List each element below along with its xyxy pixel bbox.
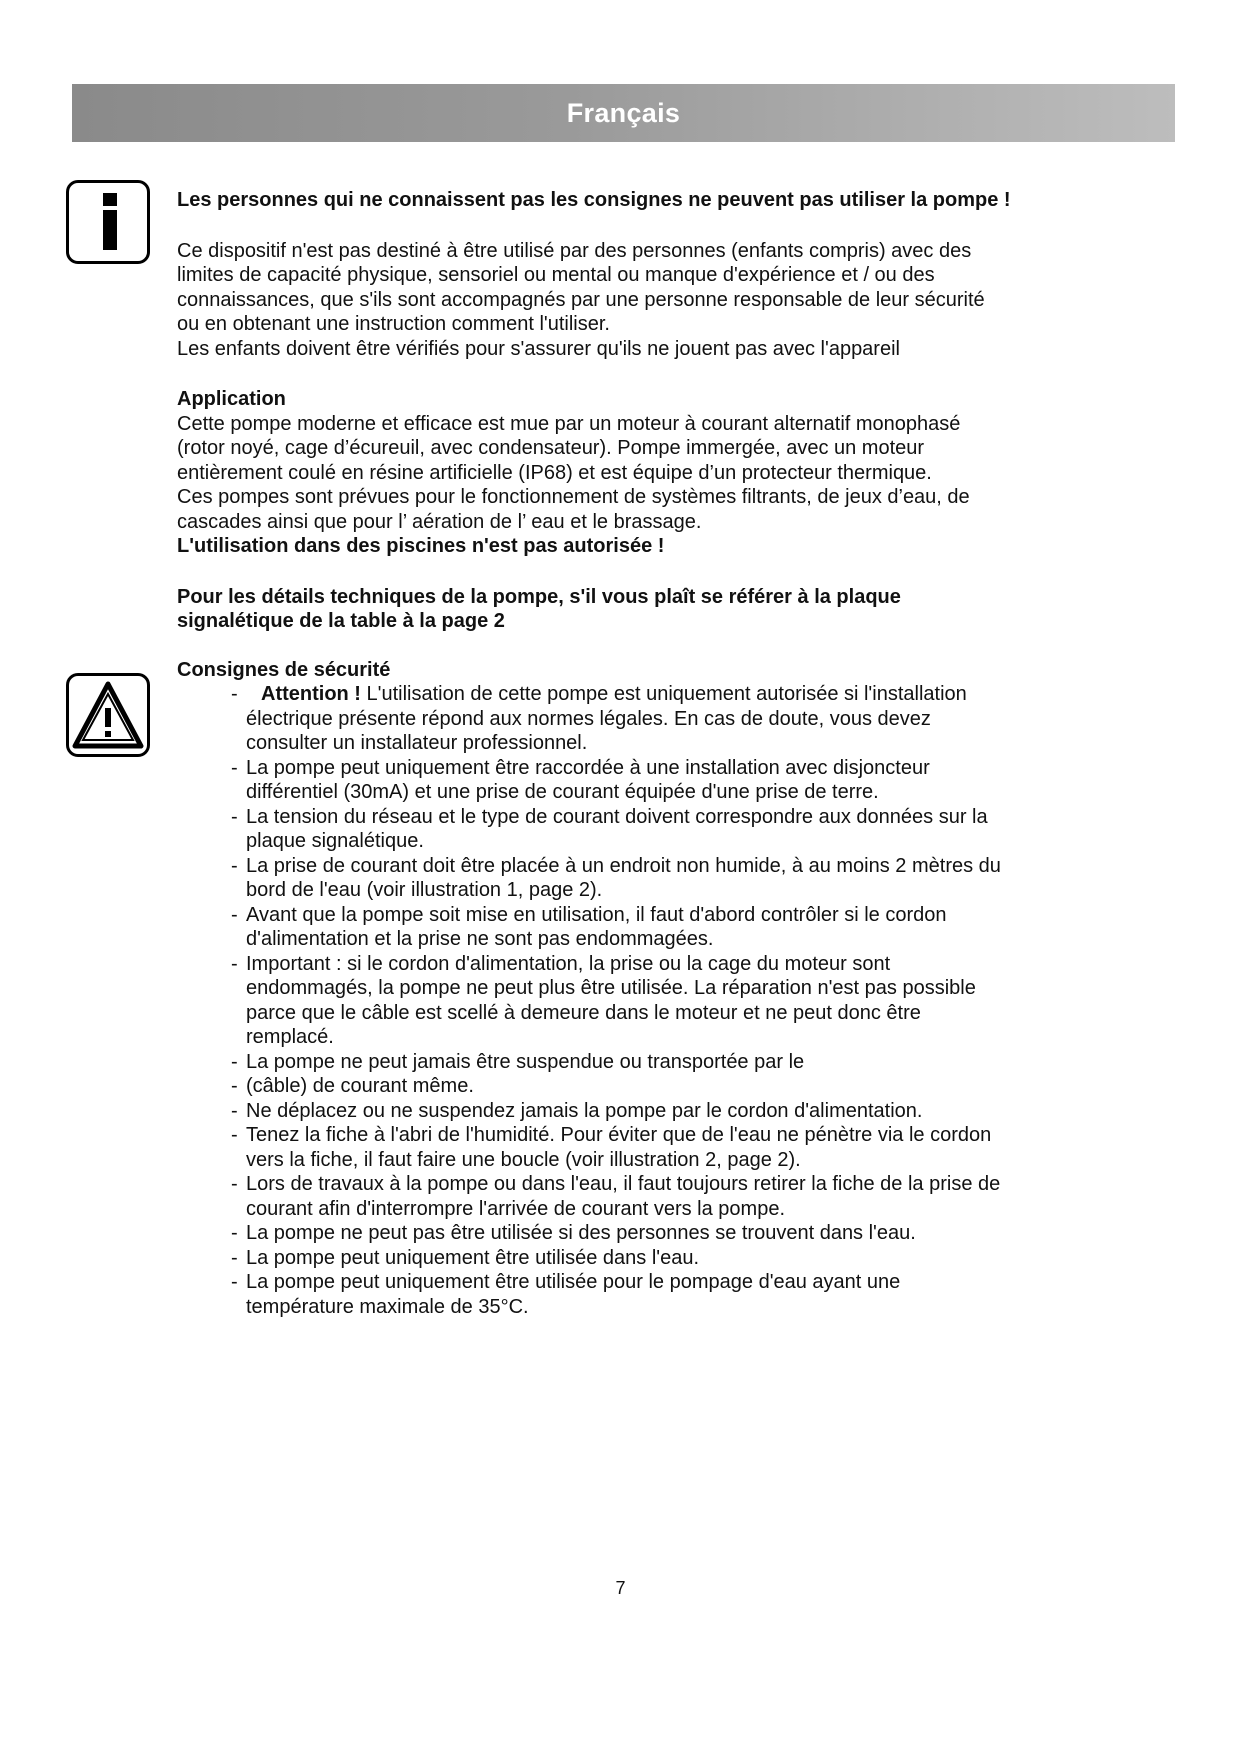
pool-warning: L'utilisation dans des piscines n'est pas autorisée ! [177,535,665,557]
info-icon [66,180,150,264]
technical-note: Pour les détails techniques de la pompe, s'il vous plaît se référer à la plaque signalétique de la table à la page 2 [177,585,901,632]
application-heading: Application [177,388,286,410]
safety-item: - Ne déplacez ou ne suspendez jamais la pompe par le cordon d'alimentation. [231,1099,923,1122]
safety-item: - La pompe peut uniquement être raccordée à une installation avec disjoncteur différentiel (30mA) et une prise de courant équipée d'une prise de terre. [231,756,930,803]
safety-item: - Important : si le cordon d'alimentation, la prise ou la cage du moteur sont endommagés, la pompe ne peut plus être utilisée. La réparation n'est pas possible parce que le câble est scellé à demeure dans le moteur et ne peut donc être remplacé. [231,952,976,1048]
page-number: 7 [615,1578,626,1598]
safety-item: - La prise de courant doit être placée à un endroit non humide, à au moins 2 mètres du bord de l'eau (voir illustration 1, page 2). [231,854,1001,901]
safety-item: - Tenez la fiche à l'abri de l'humidité. Pour éviter que de l'eau ne pénètre via le cordon vers la fiche, il faut faire une boucle (voir illustration 2, page 2). [231,1124,992,1171]
safety-item: - La pompe ne peut pas être utilisée si des personnes se trouvent dans l'eau. [231,1222,916,1244]
safety-item: - La pompe ne peut jamais être suspendue ou transportée par le [231,1050,805,1073]
safety-item: - Avant que la pompe soit mise en utilisation, il faut d'abord contrôler si le cordon d'alimentation et la prise ne sont pas endommagées. [231,903,947,950]
safety-item: - (câble) de courant même. [231,1075,474,1097]
safety-heading: Consignes de sécurité [177,658,391,681]
language-title: Français [566,97,681,128]
intro-warning-title: Les personnes qui ne connaissent pas les consignes ne peuvent pas utiliser la pompe ! [177,189,1011,211]
safety-item: - La tension du réseau et le type de courant doivent correspondre aux données sur la plaque signalétique. [231,805,988,852]
intro-paragraph: Ce dispositif n'est pas destiné à être utilisé par des personnes (enfants compris) avec des limites de capacité physique, sensoriel ou mental ou manque d'expérience et / ou des connaissances, que s'ils sont accompagnés par une personne responsable de leur sécurité ou en obtenant une instruction comment l'utiliser. Les enfants doivent être vérifiés pour s'assurer qu'ils ne jouent pas avec l'appareil [177,239,985,360]
safety-item: - La pompe peut uniquement être utilisée pour le pompage d'eau ayant une température maximale de 35°C. [231,1271,901,1318]
safety-item: - Lors de travaux à la pompe ou dans l'eau, il faut toujours retirer la fiche de la prise de courant afin d'interrompre l'arrivée de courant vers la pompe. [231,1173,1001,1220]
safety-item-attention: - Attention ! L'utilisation de cette pompe est uniquement autorisée si l'installation électrique présente répond aux normes légales. En cas de doute, vous devez consulter un installateur professionnel. [231,683,967,754]
safety-list [177,682,1077,1319]
language-header-bar [72,84,1175,142]
application-paragraph: Cette pompe moderne et efficace est mue par un moteur à courant alternatif monophasé (rotor noyé, cage d’écureuil, avec condensateur). Pompe immergée, avec un moteur entièrement coulé en résine artificielle (IP68) et est équipe d’un protecteur thermique. Ces pompes sont prévues pour le fonctionnement de systèmes filtrants, de jeux d’eau, de cascades ainsi que pour l’ aération de l’ eau et le brassage. [177,412,970,533]
safety-item: - La pompe peut uniquement être utilisée dans l'eau. [231,1246,700,1269]
warning-triangle-icon [66,673,150,757]
document-body [177,188,1077,1319]
